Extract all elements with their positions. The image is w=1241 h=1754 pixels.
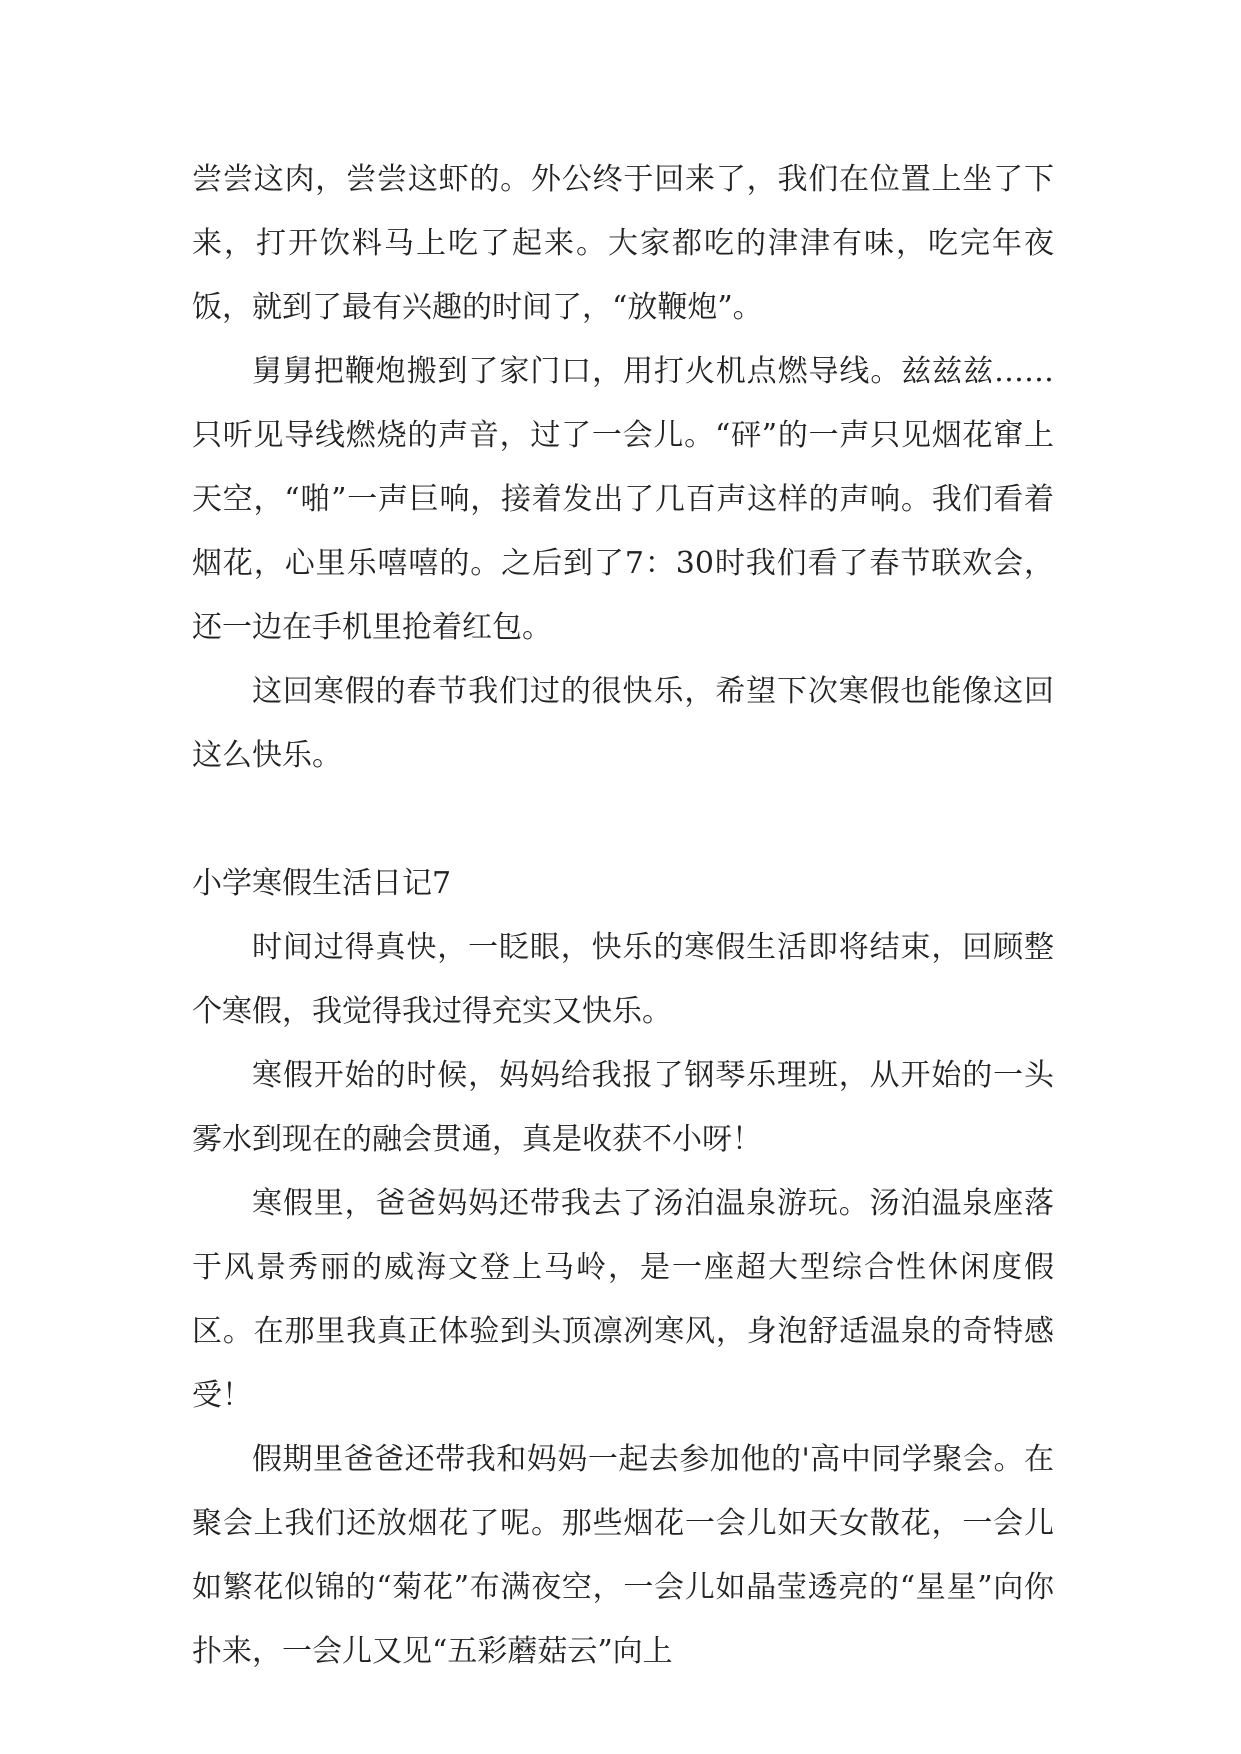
paragraph-piano-class: 寒假开始的时候，妈妈给我报了钢琴乐理班，从开始的一头雾水到现在的融会贯通，真是收获不小呀！ bbox=[192, 1058, 1054, 1157]
paragraph-intro: 时间过得真快，一眨眼，快乐的寒假生活即将结束，回顾整个寒假，我觉得我过得充实又快乐。 bbox=[192, 930, 1054, 1029]
paragraph-reunion: 假期里爸爸还带我和妈妈一起去参加他的'高中同学聚会。在聚会上我们还放烟花了呢。那些烟花一会儿如天女散花，一会儿如繁花似锦的“菊花”布满夜空，一会儿如晶莹透亮的“星星”向你扑来，一会儿又见“五彩蘑菇云”向上 bbox=[192, 1442, 1054, 1669]
section-heading: 小学寒假生活日记7 bbox=[192, 866, 452, 901]
paragraph-conclusion: 这回寒假的春节我们过的很快乐，希望下次寒假也能像这回这么快乐。 bbox=[192, 674, 1054, 773]
paragraph-hot-spring: 寒假里，爸爸妈妈还带我去了汤泊温泉游玩。汤泊温泉座落于风景秀丽的威海文登上马岭，是一座超大型综合性休闲度假区。在那里我真正体验到头顶凛冽寒风，身泡舒适温泉的奇特感受！ bbox=[192, 1186, 1054, 1413]
paragraph-continued: 尝尝这肉，尝尝这虾的。外公终于回来了，我们在位置上坐了下来，打开饮料马上吃了起来。大家都吃的津津有味，吃完年夜饭，就到了最有兴趣的时间了，“放鞭炮”。 bbox=[192, 162, 1054, 325]
document-page bbox=[192, 148, 1054, 1684]
paragraph-firecrackers: 舅舅把鞭炮搬到了家门口，用打火机点燃导线。兹兹兹……只听见导线燃烧的声音，过了一会儿。“砰”的一声只见烟花窜上天空，“啪”一声巨响，接着发出了几百声这样的声响。我们看着烟花，心里乐嘻嘻的。之后到了7：30时我们看了春节联欢会，还一边在手机里抢着红包。 bbox=[192, 354, 1054, 645]
